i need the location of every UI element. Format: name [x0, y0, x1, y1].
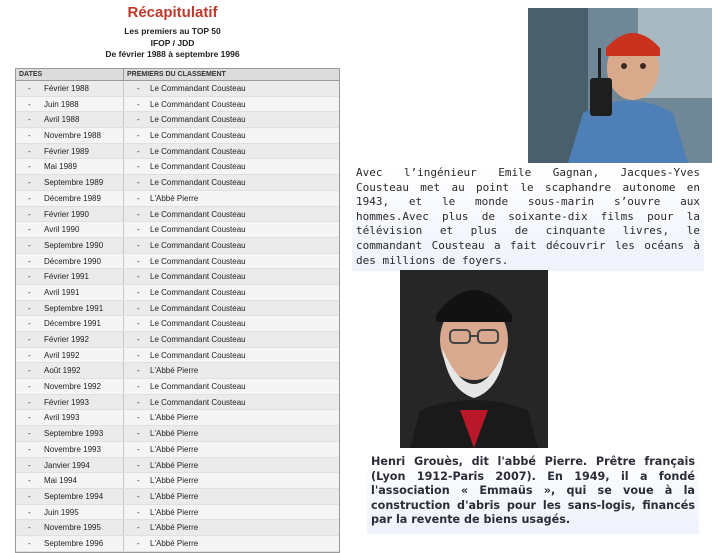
summary-period: De février 1988 à septembre 1996	[105, 49, 240, 59]
row-divider	[123, 395, 124, 410]
table-row	[16, 112, 339, 128]
row-date: Septembre 1996	[44, 538, 104, 548]
row-date: Avril 1993	[44, 413, 80, 423]
table-row	[16, 285, 339, 301]
row-name: Le Commandant Cousteau	[150, 335, 246, 344]
row-bullet: -	[28, 366, 31, 376]
row-bullet: -	[28, 460, 31, 470]
row-bullet: -	[28, 84, 31, 93]
row-bullet: -	[28, 538, 31, 548]
row-bullet: -	[137, 335, 140, 344]
row-name: L'Abbé Pierre	[150, 444, 199, 454]
table-row	[16, 348, 339, 364]
row-divider	[123, 222, 124, 237]
row-name: Le Commandant Cousteau	[150, 240, 246, 250]
row-name: Le Commandant Cousteau	[150, 225, 246, 235]
row-bullet: -	[137, 287, 140, 297]
row-date: Septembre 1989	[44, 178, 104, 188]
row-bullet: -	[28, 319, 31, 329]
row-name: Le Commandant Cousteau	[150, 272, 246, 282]
abbe-pierre-portrait-illustration	[400, 270, 548, 448]
table-row	[16, 97, 339, 113]
row-bullet: -	[137, 319, 140, 329]
row-date: Février 1988	[44, 84, 89, 93]
row-divider	[123, 191, 124, 206]
table-row	[16, 269, 339, 285]
row-date: Avril 1991	[44, 287, 80, 297]
row-date: Janvier 1994	[44, 460, 90, 470]
table-row	[16, 159, 339, 175]
row-name: Le Commandant Cousteau	[150, 319, 246, 329]
row-name: L'Abbé Pierre	[150, 460, 199, 470]
row-name: L'Abbé Pierre	[150, 507, 199, 517]
row-date: Août 1992	[44, 366, 81, 376]
table-row	[16, 426, 339, 442]
row-date: Décembre 1990	[44, 256, 101, 266]
row-bullet: -	[28, 429, 31, 439]
row-divider	[123, 363, 124, 378]
row-bullet: -	[137, 444, 140, 454]
row-name: L'Abbé Pierre	[150, 538, 199, 548]
row-name: L'Abbé Pierre	[150, 429, 199, 439]
row-date: Février 1993	[44, 397, 89, 407]
row-divider	[123, 536, 124, 551]
row-divider	[123, 254, 124, 269]
row-bullet: -	[137, 256, 140, 266]
row-name: L'Abbé Pierre	[150, 491, 199, 501]
row-bullet: -	[28, 444, 31, 454]
row-name: Le Commandant Cousteau	[150, 162, 246, 172]
row-divider	[123, 175, 124, 190]
row-bullet: -	[137, 272, 140, 282]
row-bullet: -	[137, 366, 140, 376]
header-divider	[123, 69, 124, 80]
row-divider	[123, 81, 124, 96]
row-divider	[123, 426, 124, 441]
row-name: L'Abbé Pierre	[150, 193, 199, 203]
row-divider	[123, 348, 124, 363]
row-bullet: -	[28, 131, 31, 141]
row-bullet: -	[137, 209, 140, 219]
row-date: Février 1992	[44, 335, 89, 344]
table-row	[16, 128, 339, 144]
row-date: Mai 1994	[44, 476, 77, 486]
row-name: L'Abbé Pierre	[150, 476, 199, 486]
row-divider	[123, 144, 124, 159]
row-name: Le Commandant Cousteau	[150, 209, 246, 219]
row-name: Le Commandant Cousteau	[150, 178, 246, 188]
row-name: Le Commandant Cousteau	[150, 115, 246, 125]
row-bullet: -	[28, 225, 31, 235]
row-date: Février 1991	[44, 272, 89, 282]
row-bullet: -	[137, 146, 140, 156]
row-bullet: -	[137, 382, 140, 392]
row-bullet: -	[28, 413, 31, 423]
row-bullet: -	[137, 131, 140, 141]
row-name: L'Abbé Pierre	[150, 413, 199, 423]
row-name: Le Commandant Cousteau	[150, 256, 246, 266]
row-divider	[123, 505, 124, 520]
table-row	[16, 254, 339, 270]
table-row	[16, 363, 339, 379]
table-row	[16, 238, 339, 254]
row-bullet: -	[28, 272, 31, 282]
row-name: L'Abbé Pierre	[150, 523, 199, 533]
row-bullet: -	[137, 476, 140, 486]
ranking-table	[15, 68, 340, 553]
row-bullet: -	[137, 429, 140, 439]
table-row	[16, 395, 339, 411]
row-date: Septembre 1993	[44, 429, 104, 439]
row-date: Mai 1989	[44, 162, 77, 172]
row-date: Avril 1988	[44, 115, 80, 125]
row-bullet: -	[28, 193, 31, 203]
row-bullet: -	[28, 335, 31, 344]
row-bullet: -	[137, 162, 140, 172]
table-row	[16, 442, 339, 458]
row-divider	[123, 520, 124, 535]
row-date: Décembre 1989	[44, 193, 101, 203]
row-bullet: -	[137, 240, 140, 250]
summary-source: IFOP / JDD	[150, 38, 195, 48]
row-name: Le Commandant Cousteau	[150, 146, 246, 156]
row-divider	[123, 442, 124, 457]
row-bullet: -	[28, 507, 31, 517]
row-divider	[123, 316, 124, 331]
row-date: Avril 1992	[44, 350, 80, 360]
cousteau-caption: Avec l’ingénieur Emile Gagnan, Jacques-Yves Cousteau met au point le scaphandre autonome en 1943, et le monde sous-marin s’ouvre aux hommes.Avec plus de soixante-dix films pour la télévision et plus de cinquante livres, le commandant Cousteau a fait découvrir les océans à des millions de foyers.	[352, 163, 704, 271]
row-bullet: -	[137, 84, 140, 93]
table-row	[16, 505, 339, 521]
row-name: Le Commandant Cousteau	[150, 84, 246, 93]
row-bullet: -	[28, 99, 31, 109]
row-divider	[123, 112, 124, 127]
table-row	[16, 489, 339, 505]
row-name: Le Commandant Cousteau	[150, 303, 246, 313]
row-bullet: -	[28, 397, 31, 407]
row-divider	[123, 301, 124, 316]
row-date: Novembre 1992	[44, 382, 101, 392]
header-premiers: PREMIERS DU CLASSEMENT	[127, 71, 226, 78]
row-date: Novembre 1993	[44, 444, 101, 454]
row-bullet: -	[28, 115, 31, 125]
table-row	[16, 458, 339, 474]
row-divider	[123, 458, 124, 473]
row-divider	[123, 473, 124, 488]
row-divider	[123, 269, 124, 284]
cousteau-portrait-illustration	[528, 8, 712, 163]
abbe-pierre-caption: Henri Grouès, dit l'abbé Pierre. Prêtre français (Lyon 1912-Paris 2007). En 1949, il a fondé l'association « Emmaüs », qui se voue à la construction d'abris pour les sans-logis, financés par la revente de biens usagés.	[367, 452, 699, 534]
row-date: Septembre 1994	[44, 491, 104, 501]
row-divider	[123, 238, 124, 253]
row-divider	[123, 97, 124, 112]
table-row	[16, 379, 339, 395]
row-bullet: -	[28, 146, 31, 156]
row-bullet: -	[28, 523, 31, 533]
table-row	[16, 520, 339, 536]
table-row	[16, 301, 339, 317]
summary-panel	[0, 0, 345, 548]
row-name: Le Commandant Cousteau	[150, 397, 246, 407]
row-divider	[123, 379, 124, 394]
row-bullet: -	[137, 99, 140, 109]
row-bullet: -	[28, 178, 31, 188]
row-date: Juin 1995	[44, 507, 79, 517]
cousteau-photo	[528, 8, 712, 163]
row-bullet: -	[137, 460, 140, 470]
table-row	[16, 332, 339, 348]
abbe-pierre-photo	[400, 270, 548, 448]
row-bullet: -	[137, 178, 140, 188]
row-bullet: -	[28, 256, 31, 266]
row-bullet: -	[28, 476, 31, 486]
row-name: Le Commandant Cousteau	[150, 287, 246, 297]
row-bullet: -	[137, 491, 140, 501]
table-row	[16, 175, 339, 191]
row-divider	[123, 128, 124, 143]
table-row	[16, 81, 339, 97]
table-row	[16, 410, 339, 426]
row-bullet: -	[137, 193, 140, 203]
row-bullet: -	[28, 491, 31, 501]
row-bullet: -	[137, 538, 140, 548]
row-date: Septembre 1991	[44, 303, 104, 313]
table-row	[16, 536, 339, 552]
row-bullet: -	[137, 115, 140, 125]
row-date: Novembre 1995	[44, 523, 101, 533]
row-bullet: -	[28, 162, 31, 172]
row-bullet: -	[28, 350, 31, 360]
row-bullet: -	[137, 350, 140, 360]
row-bullet: -	[137, 413, 140, 423]
row-date: Septembre 1990	[44, 240, 104, 250]
table-row	[16, 316, 339, 332]
table-row	[16, 191, 339, 207]
row-bullet: -	[137, 397, 140, 407]
row-bullet: -	[28, 209, 31, 219]
row-date: Juin 1988	[44, 99, 79, 109]
row-name: Le Commandant Cousteau	[150, 382, 246, 392]
row-date: Novembre 1988	[44, 131, 101, 141]
row-bullet: -	[28, 382, 31, 392]
row-date: Avril 1990	[44, 225, 80, 235]
row-bullet: -	[137, 523, 140, 533]
summary-title: Récapitulatif	[127, 4, 218, 21]
table-row	[16, 473, 339, 489]
table-header	[16, 69, 339, 81]
row-divider	[123, 285, 124, 300]
row-bullet: -	[137, 303, 140, 313]
row-date: Février 1990	[44, 209, 89, 219]
row-name: Le Commandant Cousteau	[150, 99, 246, 109]
row-bullet: -	[137, 507, 140, 517]
row-date: Février 1989	[44, 146, 89, 156]
table-row	[16, 144, 339, 160]
row-bullet: -	[28, 303, 31, 313]
row-name: L'Abbé Pierre	[150, 366, 199, 376]
header-dates: DATES	[19, 71, 43, 78]
row-divider	[123, 410, 124, 425]
row-name: Le Commandant Cousteau	[150, 131, 246, 141]
row-bullet: -	[28, 287, 31, 297]
row-divider	[123, 489, 124, 504]
table-body	[16, 81, 339, 552]
row-divider	[123, 159, 124, 174]
row-divider	[123, 207, 124, 222]
table-row	[16, 222, 339, 238]
row-divider	[123, 332, 124, 347]
row-name: Le Commandant Cousteau	[150, 350, 246, 360]
row-date: Décembre 1991	[44, 319, 101, 329]
row-bullet: -	[28, 240, 31, 250]
summary-subtitle: Les premiers au TOP 50	[124, 26, 221, 36]
row-bullet: -	[137, 225, 140, 235]
table-row	[16, 207, 339, 223]
